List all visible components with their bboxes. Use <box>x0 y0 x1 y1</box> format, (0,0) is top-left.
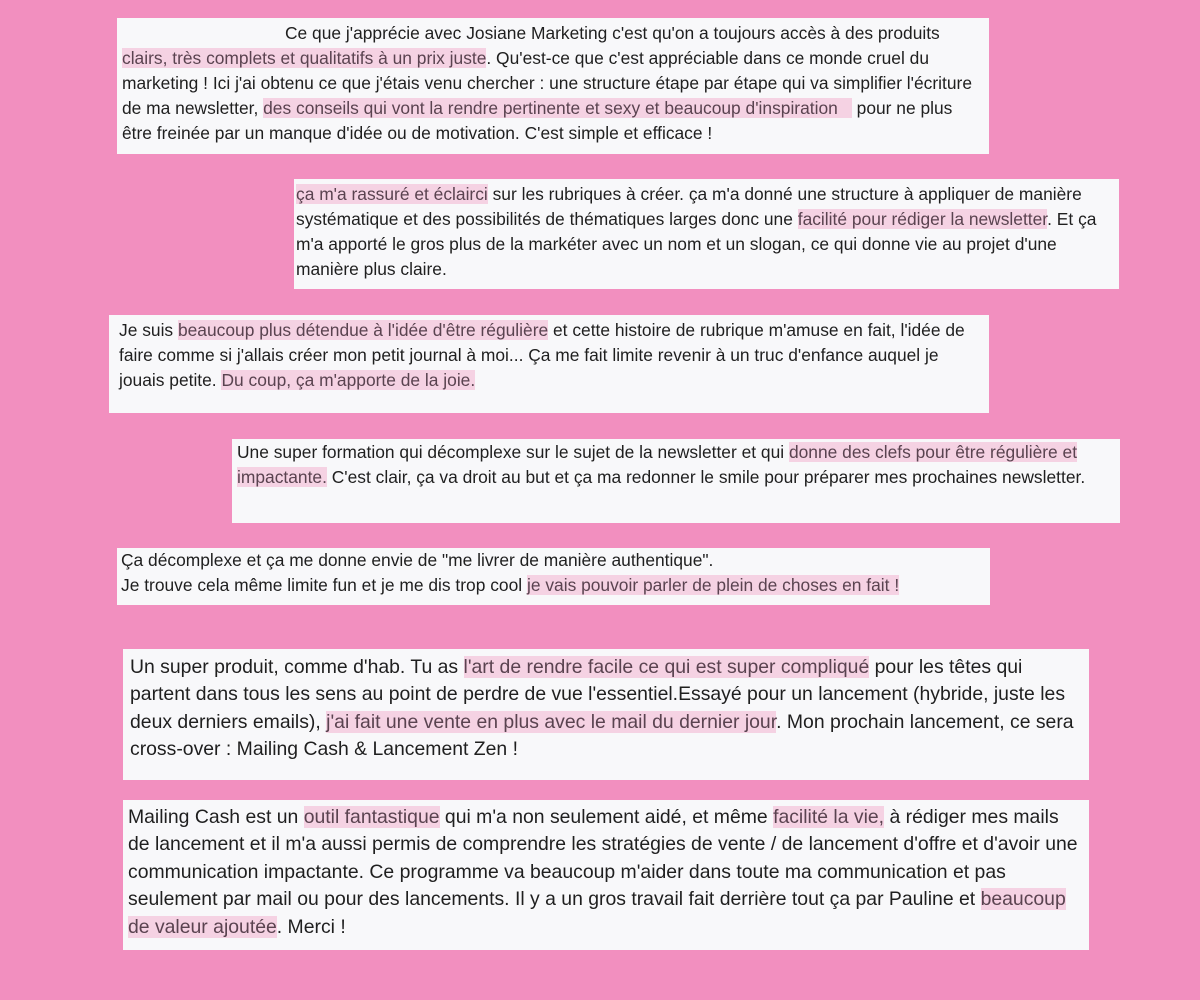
testimonial-line-2 <box>121 573 984 598</box>
testimonial-segment: Un super produit, comme d'hab. Tu as <box>130 656 464 678</box>
testimonial-card-4 <box>232 439 1120 523</box>
testimonial-text <box>122 21 983 146</box>
testimonial-segment: qui m'a non seulement aidé, et même <box>439 806 774 828</box>
testimonial-segment: pour les têtes qui partent dans tous les sens au point de perdre de vue l'essentiel.Essayé pour un lancement (hybride, juste les deux derniers emails), <box>130 656 1066 733</box>
testimonial-segment: Je suis <box>119 320 178 340</box>
testimonial-segment: et cette histoire de rubrique m'amuse en fait, l'idée de faire comme si j'allais créer mon petit journal à moi... Ça me fait limite revenir à un truc d'enfance auquel je jouais petite. <box>119 320 965 390</box>
highlighted-phrase: je vais pouvoir parler de plein de choses en fait ! <box>526 575 900 595</box>
testimonial-segment: . Mon prochain lancement, ce sera cross-over : Mailing Cash & Lancement Zen ! <box>130 710 1074 761</box>
highlighted-phrase: ça m'a rassuré et éclairci <box>296 184 488 204</box>
testimonial-segment: à rédiger mes mails de lancement et il m'a aussi permis de comprendre les stratégies de vente / de lancement d'offre et d'avoir une communication impactante. Ce programme va beaucoup m'aider dans toute ma communication et pas seulement par mail ou pour des lancements. Il y a un gros travail fait derrière tout ça par Pauline et <box>128 806 1078 911</box>
testimonial-card-3 <box>109 315 989 413</box>
testimonial-segment: . Et ça m'a apporté le gros plus de la markéter avec un nom et un slogan, ce qui donne vie au projet d'une manière plus claire. <box>296 209 1097 279</box>
testimonial-segment: Mailing Cash est un <box>128 806 304 828</box>
testimonial-segment: Une super formation qui décomplexe sur le sujet de la newsletter et qui <box>237 442 789 462</box>
testimonial-segment: Ce que j'apprécie avec Josiane Marketing c'est qu'on a toujours accès à des produits <box>285 23 940 43</box>
testimonial-segment: Je trouve cela même limite fun et je me dis trop cool <box>121 575 527 595</box>
testimonial-segment: . Merci ! <box>276 915 346 938</box>
highlighted-phrase: j'ai fait une vente en plus avec le mail du dernier jour <box>326 710 777 733</box>
testimonial-line-1: Ça décomplexe et ça me donne envie de "me livrer de manière authentique". <box>121 550 714 570</box>
testimonial-card-7 <box>123 800 1089 950</box>
highlighted-phrase: facilité pour rédiger la newsletter <box>797 209 1048 229</box>
testimonial-card-2 <box>294 179 1119 289</box>
highlighted-phrase: facilité la vie, <box>773 806 885 828</box>
testimonial-text <box>296 182 1113 282</box>
testimonial-segment: pour ne plus être freinée par un manque d'idée ou de motivation. C'est simple et efficace ! <box>122 98 953 143</box>
highlighted-phrase: beaucoup de valeur ajoutée <box>128 888 1066 938</box>
highlighted-phrase: outil fantastique <box>303 806 440 828</box>
testimonial-text <box>130 654 1083 764</box>
testimonial-segment: . Qu'est-ce que c'est appréciable dans ce monde cruel du marketing ! Ici j'ai obtenu ce que j'étais venu chercher : une structure étape par étape qui va simplifier l'écriture de ma newsletter, <box>122 48 972 118</box>
testimonial-card-1 <box>117 18 989 154</box>
testimonial-text <box>237 440 1114 490</box>
testimonial-text <box>119 318 983 393</box>
testimonial-card-5 <box>117 548 990 605</box>
highlighted-phrase: des conseils qui vont la rendre pertinente et sexy et beaucoup d'inspiration <box>263 98 852 118</box>
testimonial-segment: C'est clair, ça va droit au but et ça ma redonner le smile pour préparer mes prochaines newsletter. <box>326 467 1086 487</box>
testimonial-card-6 <box>123 649 1089 780</box>
highlighted-phrase: donne des clefs pour être régulière et impactante. <box>237 442 1078 487</box>
testimonial-text <box>128 804 1083 941</box>
highlighted-phrase: beaucoup plus détendue à l'idée d'être régulière <box>177 320 549 340</box>
testimonial-segment: sur les rubriques à créer. ça m'a donné une structure à appliquer de manière systématique et des possibilités de thématiques larges donc une <box>296 184 1082 229</box>
highlighted-phrase: Du coup, ça m'apporte de la joie. <box>221 370 476 390</box>
highlighted-phrase: l'art de rendre facile ce qui est super compliqué <box>463 656 870 678</box>
highlighted-phrase: clairs, très complets et qualitatifs à un prix juste <box>122 48 487 68</box>
